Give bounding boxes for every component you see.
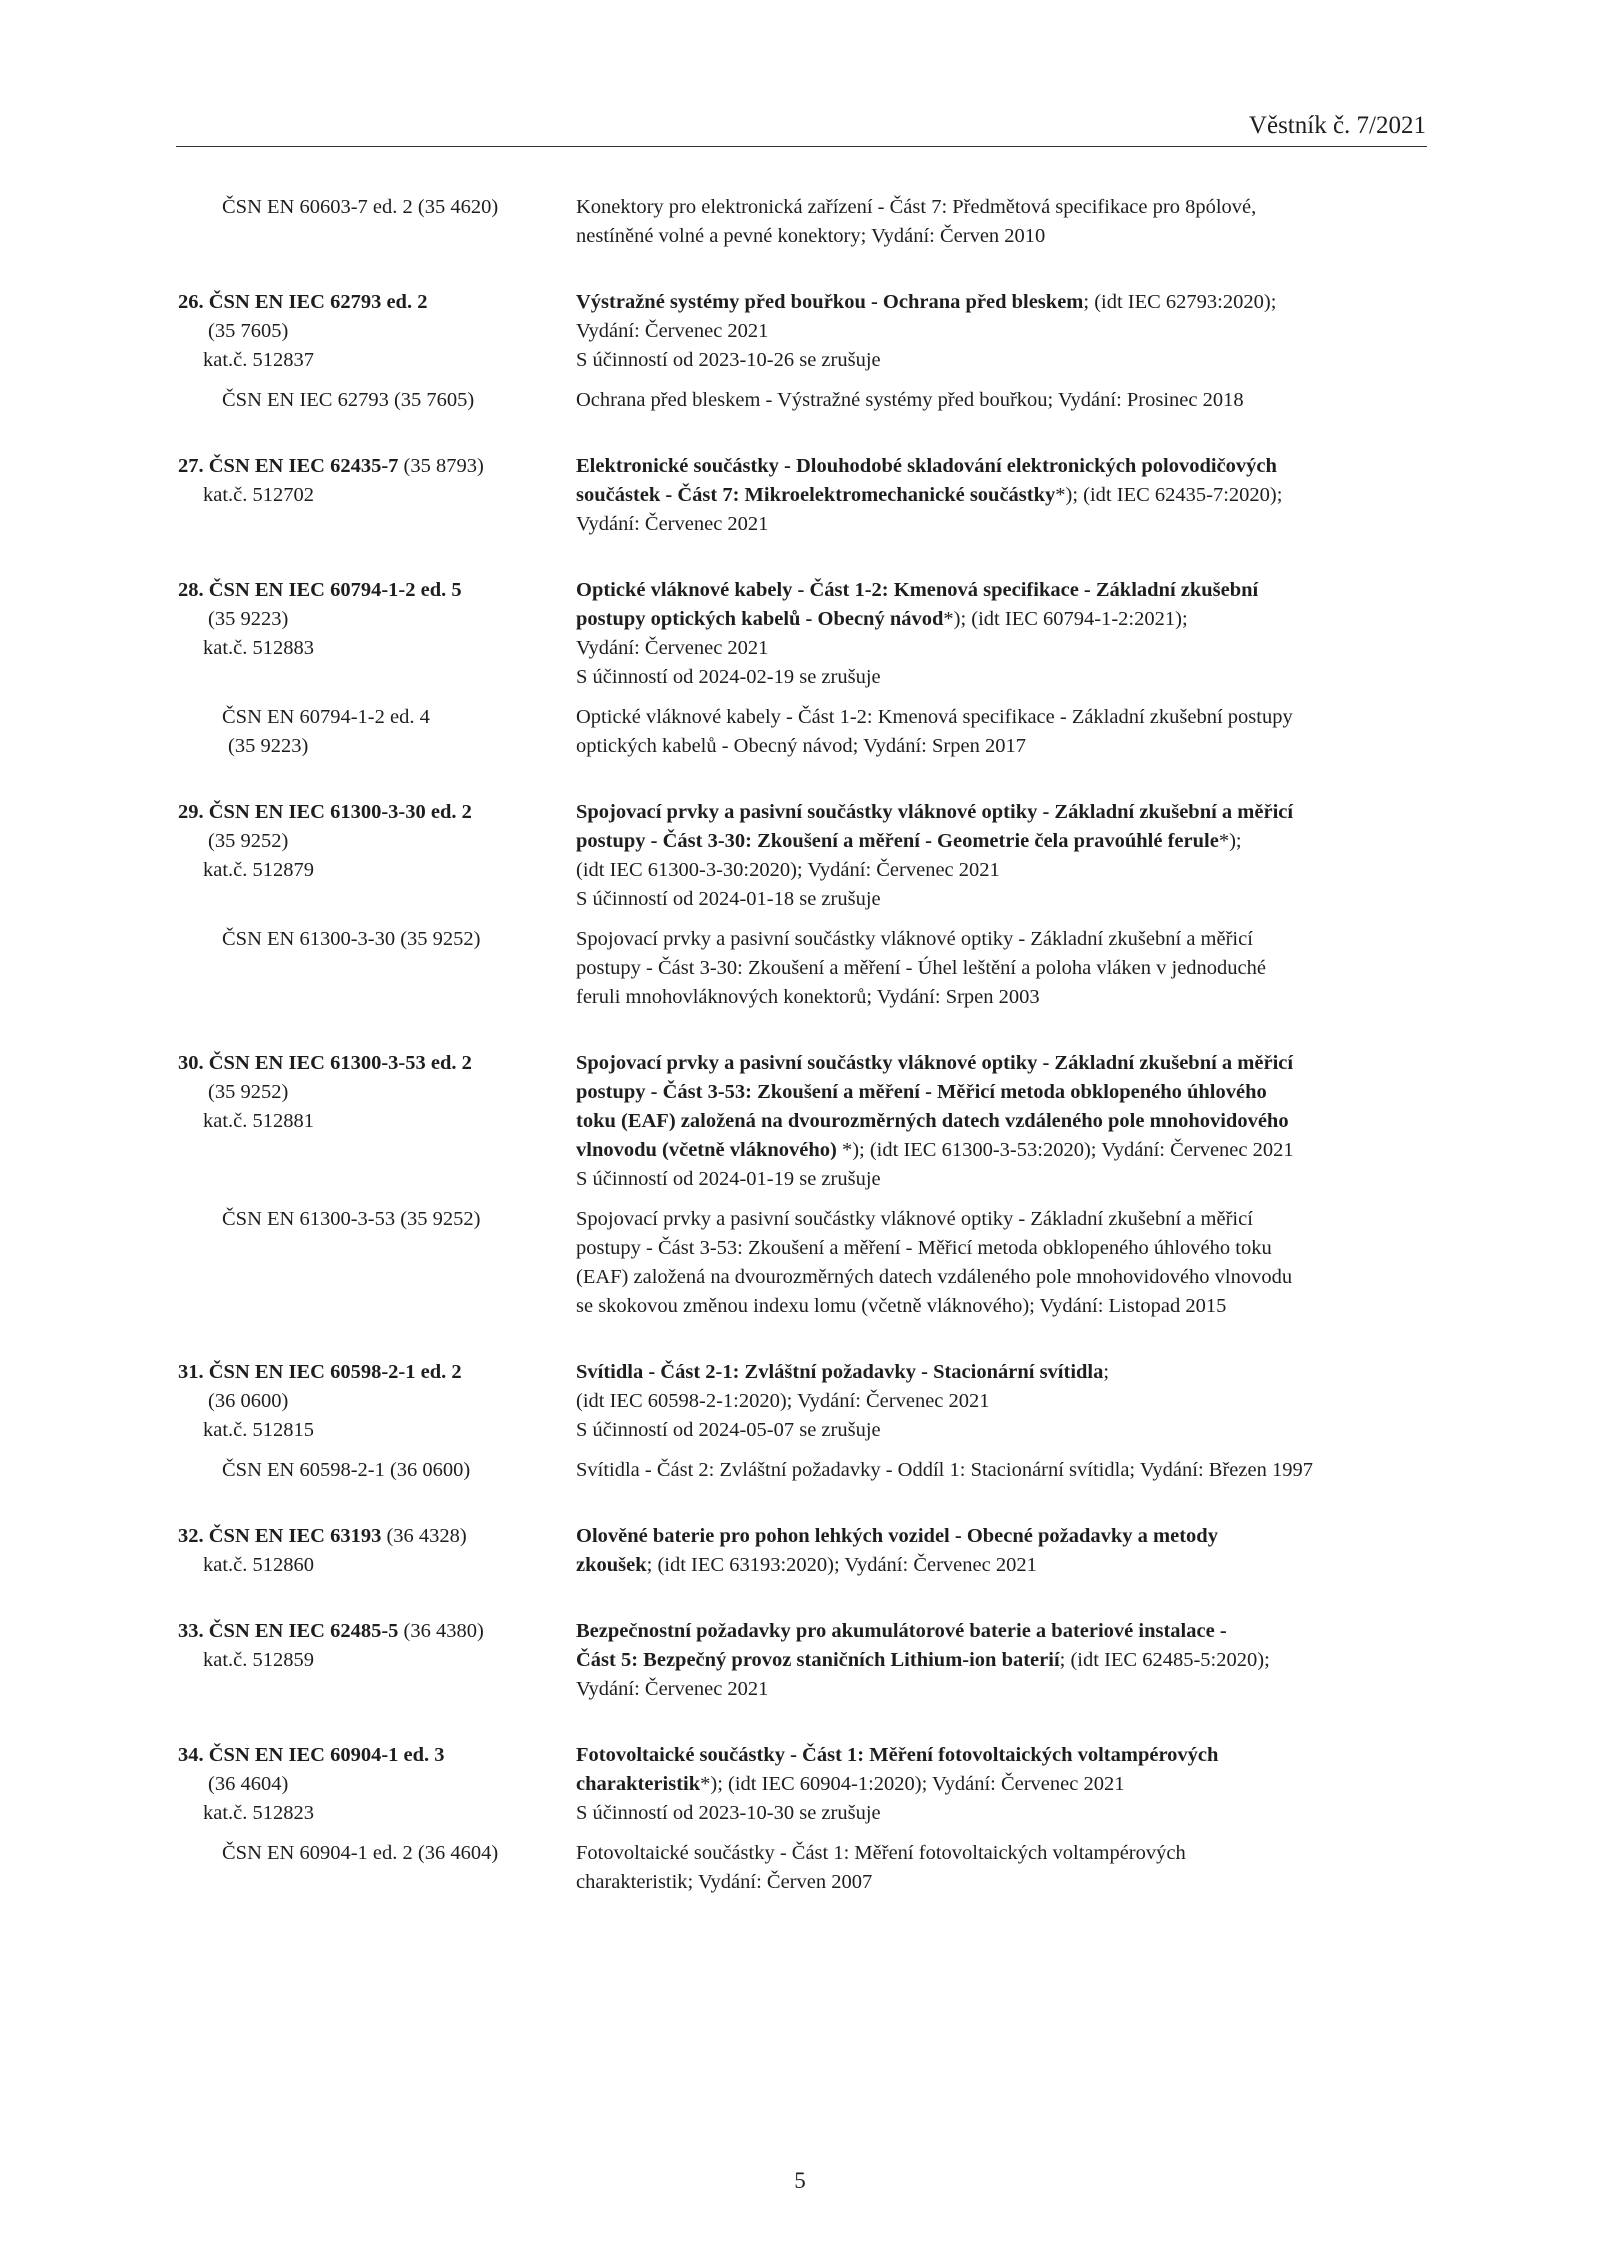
title-bold: Spojovací prvky a pasivní součástky vláknové optiky - Základní zkušební a měřicí — [576, 801, 1294, 823]
standard-designation — [178, 1839, 576, 1897]
standard-number: 32. ČSN EN IEC 63193 — [178, 1525, 382, 1547]
standard-detail: kat.č. 512815 — [203, 1419, 315, 1441]
replaced-standard-number: ČSN EN 60598-2-1 (36 0600) — [222, 1459, 471, 1481]
standard-designation — [178, 1358, 576, 1445]
standard-designation — [178, 1522, 576, 1580]
page-number: 5 — [794, 2168, 806, 2193]
standard-detail: (35 7605) — [208, 320, 289, 342]
title-line: charakteristik; Vydání: Červen 2007 — [576, 1871, 873, 1893]
standard-entry — [178, 1617, 1432, 1704]
standard-entry — [178, 452, 1432, 539]
title-line — [576, 1646, 1432, 1675]
title-line: S účinností od 2024-01-18 se zrušuje — [576, 888, 881, 910]
title-text: *); (idt IEC 60794-1-2:2021); — [943, 608, 1188, 630]
title-line: S účinností od 2024-02-19 se zrušuje — [576, 666, 881, 688]
replaced-standard-number: ČSN EN 61300-3-30 (35 9252) — [222, 928, 481, 950]
standard-title — [576, 193, 1432, 251]
standard-designation — [178, 386, 576, 415]
standard-row — [178, 1617, 1432, 1704]
title-bold: toku (EAF) založená na dvourozměrných datech vzdáleného pole mnohovidového — [576, 1110, 1289, 1132]
title-line — [576, 1770, 1432, 1799]
title-bold: zkoušek — [576, 1554, 647, 1576]
title-line: S účinností od 2024-01-19 se zrušuje — [576, 1168, 881, 1190]
title-line — [576, 1617, 1432, 1646]
standard-number-line — [178, 452, 576, 481]
standard-designation — [178, 288, 576, 375]
standard-designation — [178, 576, 576, 692]
title-line: nestíněné volné a pevné konektory; Vydání: Červen 2010 — [576, 225, 1046, 247]
title-line: Vydání: Červenec 2021 — [576, 513, 769, 535]
title-line: postupy - Část 3-30: Zkoušení a měření - Úhel leštění a poloha vláken v jednoduché — [576, 957, 1266, 979]
standard-row — [178, 1522, 1432, 1580]
standard-title — [576, 452, 1432, 539]
standard-row — [178, 288, 1432, 375]
standard-designation — [178, 1617, 576, 1704]
standard-class-code: (35 8793) — [398, 455, 484, 477]
title-bold: vlnovodu (včetně vláknového) — [576, 1139, 837, 1161]
title-bold: charakteristik — [576, 1773, 701, 1795]
title-line: Optické vláknové kabely - Část 1-2: Kmenová specifikace - Základní zkušební postupy — [576, 706, 1293, 728]
standard-number: 30. ČSN EN IEC 61300-3-53 ed. 2 — [178, 1052, 472, 1074]
title-line: Fotovoltaické součástky - Část 1: Měření fotovoltaických voltampérových — [576, 1842, 1186, 1864]
title-bold: postupy - Část 3-53: Zkoušení a měření - Měřicí metoda obklopeného úhlového — [576, 1081, 1267, 1103]
title-line: S účinností od 2024-05-07 se zrušuje — [576, 1419, 881, 1441]
title-line: Spojovací prvky a pasivní součástky vláknové optiky - Základní zkušební a měřicí — [576, 1208, 1253, 1230]
title-line: S účinností od 2023-10-26 se zrušuje — [576, 349, 881, 371]
standard-title — [576, 1522, 1432, 1580]
standard-detail: (35 9252) — [208, 1081, 289, 1103]
title-bold: součástek - Část 7: Mikroelektromechanické součástky — [576, 484, 1056, 506]
replaced-standard-number: (35 9223) — [228, 735, 309, 757]
title-line — [576, 1049, 1432, 1078]
standard-entry — [178, 576, 1432, 761]
standard-entry — [178, 1522, 1432, 1580]
title-text: *); (idt IEC 61300-3-53:2020); Vydání: Červenec 2021 — [836, 1139, 1294, 1161]
standard-entry — [178, 288, 1432, 415]
standard-designation — [178, 703, 576, 761]
standard-title — [576, 1358, 1432, 1445]
standard-number-line — [178, 1049, 576, 1078]
standard-designation — [178, 1456, 576, 1485]
title-text: ; (idt IEC 63193:2020); Vydání: Červenec 2021 — [646, 1554, 1037, 1576]
standard-entry — [178, 1049, 1432, 1321]
standard-designation — [178, 925, 576, 1012]
title-line: se skokovou změnou indexu lomu (včetně vláknového); Vydání: Listopad 2015 — [576, 1295, 1227, 1317]
standard-title — [576, 1205, 1432, 1321]
standard-designation — [178, 1049, 576, 1194]
title-line — [576, 605, 1432, 634]
standard-detail: (36 0600) — [208, 1390, 289, 1412]
standard-class-code: (36 4380) — [398, 1620, 484, 1642]
title-text: ; (idt IEC 62485-5:2020); — [1059, 1649, 1270, 1671]
standard-title — [576, 1617, 1432, 1704]
standard-class-code: (36 4328) — [381, 1525, 467, 1547]
title-bold: Elektronické součástky - Dlouhodobé skladování elektronických polovodičových — [576, 455, 1277, 477]
standard-designation — [178, 1741, 576, 1828]
standard-title — [576, 288, 1432, 375]
title-line: Vydání: Červenec 2021 — [576, 320, 769, 342]
title-line — [576, 1358, 1432, 1387]
title-text: *); (idt IEC 60904-1:2020); Vydání: Červenec 2021 — [700, 1773, 1125, 1795]
title-text: *); (idt IEC 62435-7:2020); — [1055, 484, 1283, 506]
replaced-standard-number: ČSN EN 60603-7 ed. 2 (35 4620) — [222, 196, 499, 218]
standard-row — [178, 193, 1432, 251]
title-line: feruli mnohovláknových konektorů; Vydání: Srpen 2003 — [576, 986, 1040, 1008]
standard-title — [576, 1049, 1432, 1194]
title-line — [576, 576, 1432, 605]
title-line — [576, 798, 1432, 827]
standard-number: 28. ČSN EN IEC 60794-1-2 ed. 5 — [178, 579, 462, 601]
standard-number-line — [178, 1617, 576, 1646]
title-text: *); — [1218, 830, 1242, 852]
title-line: Ochrana před bleskem - Výstražné systémy před bouřkou; Vydání: Prosinec 2018 — [576, 389, 1244, 411]
standard-detail: kat.č. 512883 — [203, 637, 315, 659]
replaced-standard-row — [178, 1205, 1432, 1321]
standard-designation — [178, 193, 576, 251]
title-line — [576, 827, 1432, 856]
title-line — [576, 452, 1432, 481]
title-line — [576, 1522, 1432, 1551]
standard-detail: kat.č. 512823 — [203, 1802, 315, 1824]
standard-title — [576, 798, 1432, 914]
standard-entry — [178, 798, 1432, 1012]
standard-detail: kat.č. 512702 — [203, 484, 315, 506]
standard-title — [576, 1741, 1432, 1828]
title-bold: Spojovací prvky a pasivní součástky vláknové optiky - Základní zkušební a měřicí — [576, 1052, 1294, 1074]
replaced-standard-number: ČSN EN 60794-1-2 ed. 4 — [222, 706, 430, 728]
standard-number-line — [178, 576, 576, 605]
title-line: Spojovací prvky a pasivní součástky vláknové optiky - Základní zkušební a měřicí — [576, 928, 1253, 950]
standard-designation — [178, 452, 576, 539]
standard-detail: (35 9252) — [208, 830, 289, 852]
standard-entry — [178, 193, 1432, 251]
title-line: S účinností od 2023-10-30 se zrušuje — [576, 1802, 881, 1824]
standards-list — [178, 193, 1432, 1897]
standard-title — [576, 1839, 1432, 1897]
title-line: Konektory pro elektronická zařízení - Část 7: Předmětová specifikace pro 8pólové, — [576, 196, 1257, 218]
title-line: Svítidla - Část 2: Zvláštní požadavky - Oddíl 1: Stacionární svítidla; Vydání: Březen 1997 — [576, 1459, 1313, 1481]
title-bold: Část 5: Bezpečný provoz staničních Lithium-ion baterií — [576, 1649, 1060, 1671]
standard-row — [178, 576, 1432, 692]
title-bold: Svítidla - Část 2-1: Zvláštní požadavky - Stacionární svítidla — [576, 1361, 1104, 1383]
title-bold: Bezpečnostní požadavky pro akumulátorové baterie a bateriové instalace - — [576, 1620, 1227, 1642]
standard-row — [178, 798, 1432, 914]
standard-designation — [178, 1205, 576, 1321]
standard-number-line — [178, 288, 576, 317]
replaced-standard-row — [178, 1839, 1432, 1897]
title-bold: Fotovoltaické součástky - Část 1: Měření fotovoltaických voltampérových — [576, 1744, 1219, 1766]
standard-designation — [178, 798, 576, 914]
replaced-standard-row — [178, 386, 1432, 415]
standard-detail: kat.č. 512881 — [203, 1110, 315, 1132]
standard-detail: (35 9223) — [208, 608, 289, 630]
replaced-standard-number: ČSN EN 60904-1 ed. 2 (36 4604) — [222, 1842, 499, 1864]
header-title: Věstník č. 7/2021 — [1248, 112, 1426, 139]
standard-title — [576, 1456, 1432, 1485]
standard-row — [178, 1358, 1432, 1445]
standard-title — [576, 925, 1432, 1012]
standard-detail: kat.č. 512859 — [203, 1649, 315, 1671]
title-line: (idt IEC 61300-3-30:2020); Vydání: Červenec 2021 — [576, 859, 1000, 881]
title-line — [576, 1078, 1432, 1107]
standard-title — [576, 576, 1432, 692]
title-bold: Optické vláknové kabely - Část 1-2: Kmenová specifikace - Základní zkušební — [576, 579, 1259, 601]
title-text: ; — [1103, 1361, 1110, 1383]
title-bold: Olověné baterie pro pohon lehkých vozidel - Obecné požadavky a metody — [576, 1525, 1218, 1547]
title-line — [576, 1107, 1432, 1136]
replaced-standard-number: ČSN EN 61300-3-53 (35 9252) — [222, 1208, 481, 1230]
standard-number: 27. ČSN EN IEC 62435-7 — [178, 455, 399, 477]
standard-number: 31. ČSN EN IEC 60598-2-1 ed. 2 — [178, 1361, 462, 1383]
title-line — [576, 288, 1432, 317]
replaced-standard-row — [178, 1456, 1432, 1485]
header-divider — [176, 146, 1427, 147]
title-bold: postupy - Část 3-30: Zkoušení a měření - Geometrie čela pravoúhlé ferule — [576, 830, 1219, 852]
standard-title — [576, 703, 1432, 761]
standard-title — [576, 386, 1432, 415]
title-line: Vydání: Červenec 2021 — [576, 637, 769, 659]
title-bold: postupy optických kabelů - Obecný návod — [576, 608, 944, 630]
standard-number: 26. ČSN EN IEC 62793 ed. 2 — [178, 291, 428, 313]
standard-number: 34. ČSN EN IEC 60904-1 ed. 3 — [178, 1744, 445, 1766]
title-line — [576, 481, 1432, 510]
title-line — [576, 1136, 1432, 1165]
standard-number-line — [178, 798, 576, 827]
standard-detail: kat.č. 512879 — [203, 859, 315, 881]
title-bold: Výstražné systémy před bouřkou - Ochrana před bleskem — [576, 291, 1084, 313]
title-line: Vydání: Červenec 2021 — [576, 1678, 769, 1700]
standard-number-line — [178, 1741, 576, 1770]
standard-detail: (36 4604) — [208, 1773, 289, 1795]
standard-row — [178, 452, 1432, 539]
standard-number-line — [178, 1522, 576, 1551]
title-line — [576, 1741, 1432, 1770]
standard-row — [178, 1049, 1432, 1194]
standard-number-line — [178, 1358, 576, 1387]
title-line: optických kabelů - Obecný návod; Vydání: Srpen 2017 — [576, 735, 1026, 757]
standard-detail: kat.č. 512837 — [203, 349, 315, 371]
standard-entry — [178, 1741, 1432, 1897]
title-line: (EAF) založená na dvourozměrných datech vzdáleného pole mnohovidového vlnovodu — [576, 1266, 1293, 1288]
standard-number: 33. ČSN EN IEC 62485-5 — [178, 1620, 399, 1642]
title-text: ; (idt IEC 62793:2020); — [1083, 291, 1277, 313]
replaced-standard-row — [178, 703, 1432, 761]
title-line: postupy - Část 3-53: Zkoušení a měření - Měřicí metoda obklopeného úhlového toku — [576, 1237, 1272, 1259]
standard-detail: kat.č. 512860 — [203, 1554, 315, 1576]
standard-row — [178, 1741, 1432, 1828]
standard-entry — [178, 1358, 1432, 1485]
title-line — [576, 1551, 1432, 1580]
title-line: (idt IEC 60598-2-1:2020); Vydání: Červenec 2021 — [576, 1390, 990, 1412]
replaced-standard-row — [178, 925, 1432, 1012]
replaced-standard-number: ČSN EN IEC 62793 (35 7605) — [222, 389, 475, 411]
standard-number: 29. ČSN EN IEC 61300-3-30 ed. 2 — [178, 801, 472, 823]
